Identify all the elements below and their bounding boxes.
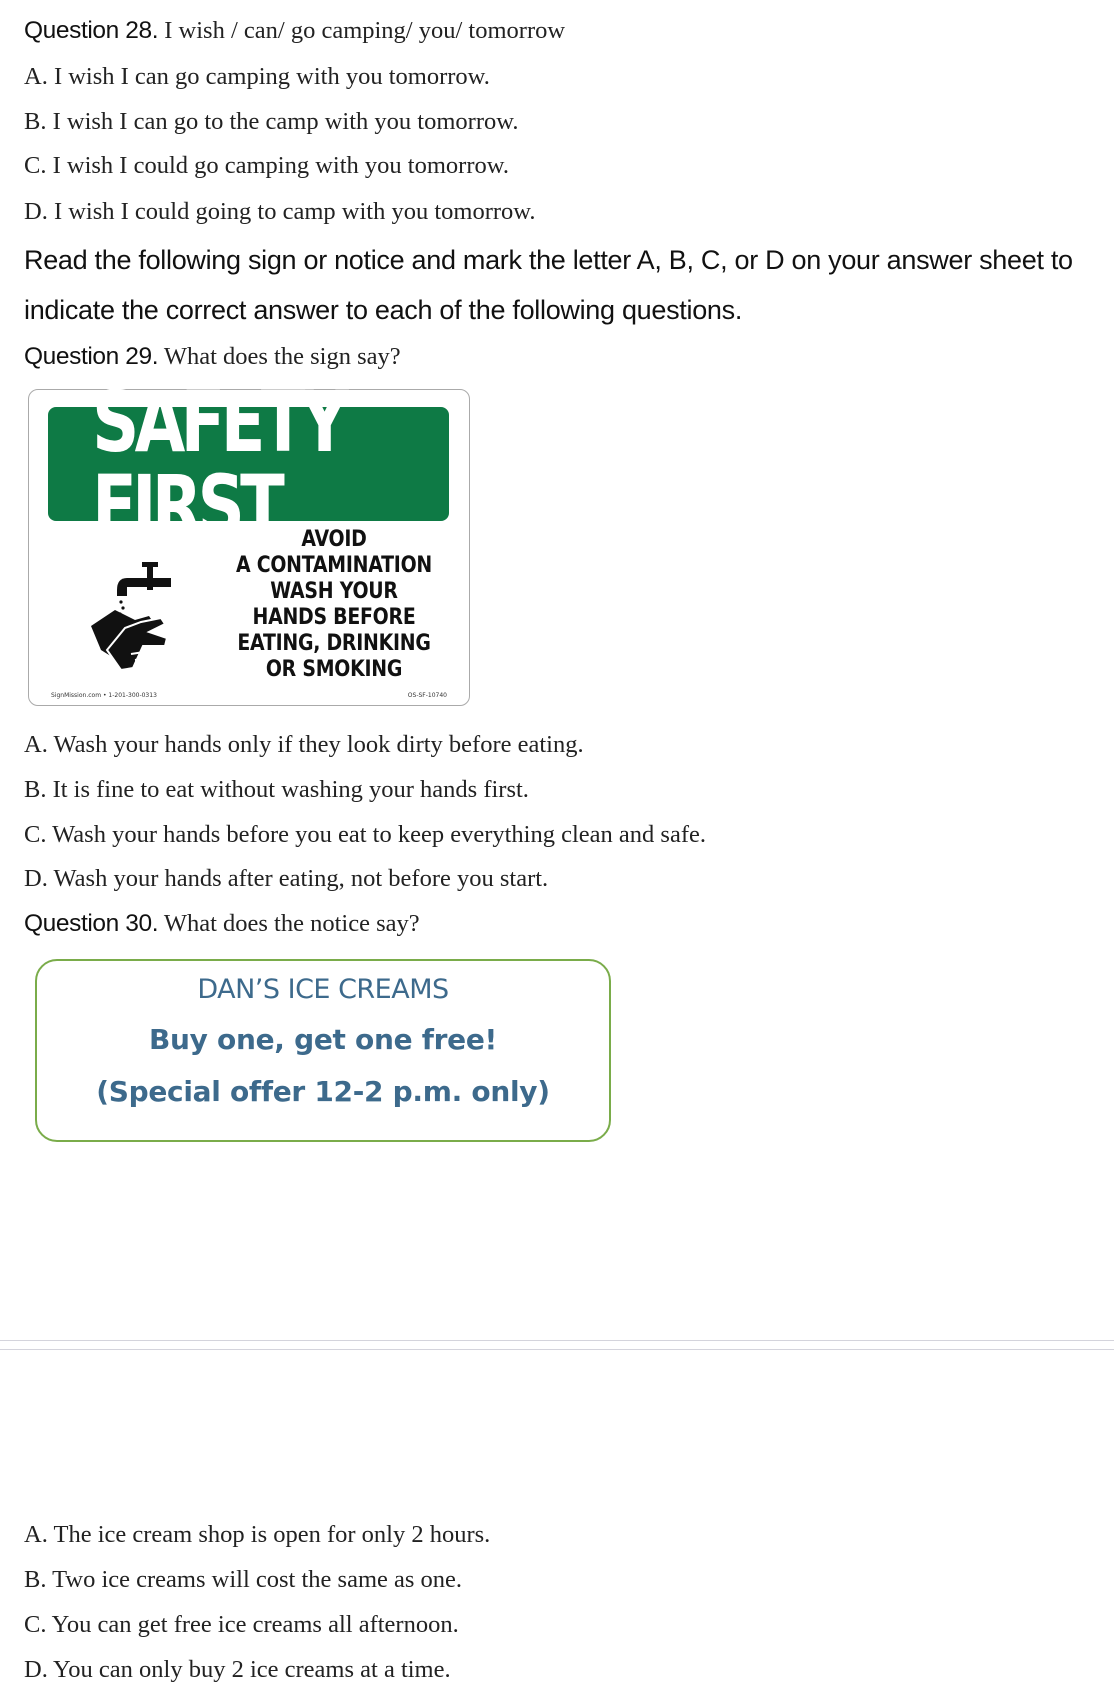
sign-line: WASH YOUR [270, 579, 398, 604]
sign-banner-text: SAFETY FIRST [92, 373, 344, 555]
sign-message [219, 527, 449, 683]
option-d: D. I wish I could going to camp with you tomorrow. [24, 198, 536, 225]
question-prompt: What does the notice say? [163, 910, 420, 937]
option-b: B. Two ice creams will cost the same as one. [24, 1566, 463, 1593]
option-d: D. You can only buy 2 ice creams at a time. [24, 1656, 451, 1683]
instruction-line-2: indicate the correct answer to each of the following questions. [24, 295, 743, 325]
ice-cream-notice [35, 959, 611, 1142]
question-29 [24, 342, 401, 372]
instruction-line-1: Read the following sign or notice and mark the letter A, B, C, or D on your answer sheet to [24, 245, 1073, 275]
question-28 [24, 16, 565, 46]
option-c: C. Wash your hands before you eat to keep everything clean and safe. [24, 821, 706, 848]
question-label: Question 29. [24, 343, 159, 370]
safety-sign [28, 373, 470, 706]
option-b: B. I wish I can go to the camp with you tomorrow. [24, 108, 519, 135]
notice-title: DAN’S ICE CREAMS [197, 974, 449, 1005]
page-divider [0, 1340, 1114, 1341]
question-label: Question 28. [24, 17, 159, 44]
question-prompt: What does the sign say? [163, 343, 401, 370]
sign-footer-right: OS-SF-10740 [407, 692, 447, 699]
option-c: C. You can get free ice creams all afternoon. [24, 1611, 459, 1638]
question-30 [24, 909, 420, 939]
option-a: A. I wish I can go camping with you tomorrow. [24, 63, 490, 90]
option-a: A. Wash your hands only if they look dirty before eating. [24, 731, 584, 758]
sign-line: A CONTAMINATION [236, 553, 432, 578]
option-a: A. The ice cream shop is open for only 2 hours. [24, 1521, 491, 1548]
notice-offer-time: (Special offer 12-2 p.m. only) [96, 1075, 550, 1108]
question-label: Question 30. [24, 910, 159, 937]
sign-line: EATING, DRINKING [237, 631, 431, 656]
sign-line: AVOID [301, 527, 367, 552]
sign-footer-left: SignMission.com • 1-201-300-0313 [51, 692, 157, 699]
sign-line: HANDS BEFORE [252, 605, 416, 630]
option-c: C. I wish I could go camping with you tomorrow. [24, 152, 509, 179]
option-b: B. It is fine to eat without washing your hands first. [24, 776, 529, 803]
page-divider [0, 1349, 1114, 1350]
question-prompt: I wish / can/ go camping/ you/ tomorrow [164, 17, 566, 44]
option-d: D. Wash your hands after eating, not before you start. [24, 865, 549, 892]
handwashing-icon [87, 558, 197, 678]
notice-offer: Buy one, get one free! [148, 1023, 498, 1056]
sign-line: OR SMOKING [265, 657, 403, 682]
